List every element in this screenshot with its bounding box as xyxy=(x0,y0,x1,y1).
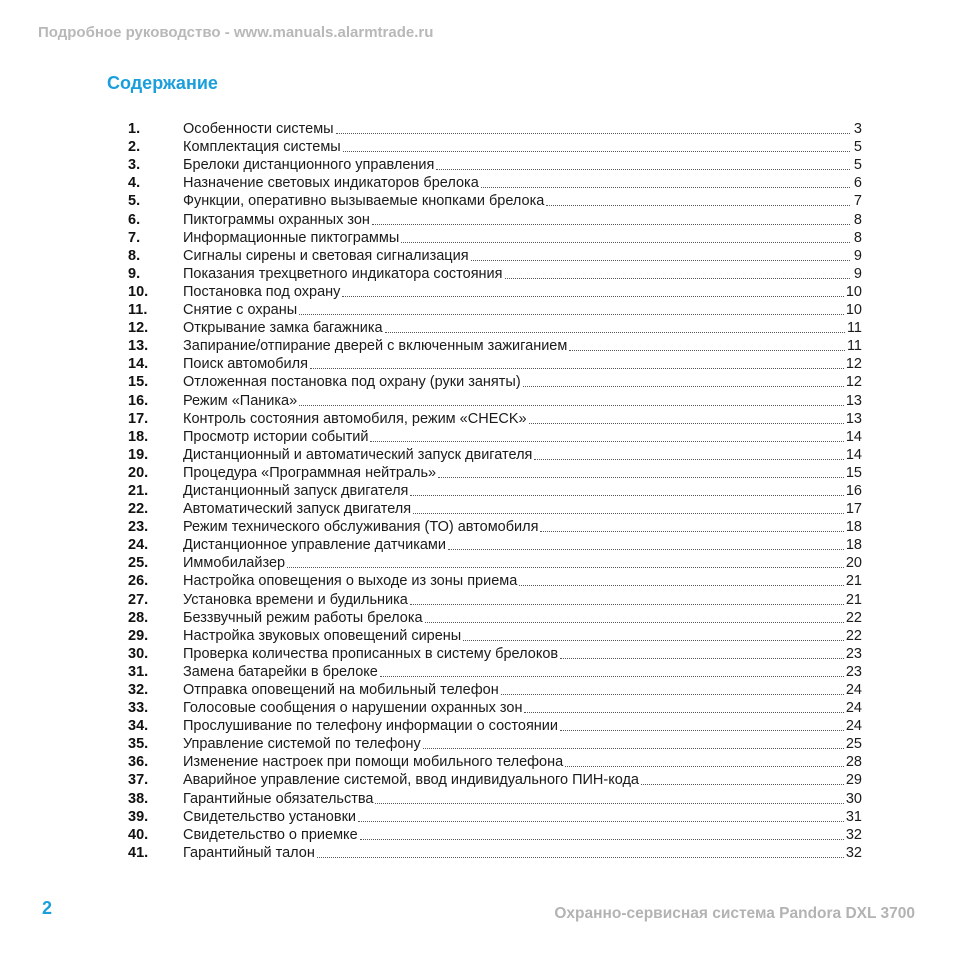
toc-dot-leader xyxy=(546,205,850,206)
toc-entry-page[interactable]: 32 xyxy=(845,826,862,843)
toc-entry[interactable] xyxy=(128,752,862,770)
toc-entry[interactable] xyxy=(128,716,862,734)
toc-entry-number: 13. xyxy=(128,338,149,355)
toc-entry-page[interactable]: 7 xyxy=(853,193,862,210)
toc-dot-leader xyxy=(436,169,850,170)
toc-entry-number: 3. xyxy=(128,157,141,174)
toc-entry-number: 19. xyxy=(128,446,149,463)
toc-entry-number: 37. xyxy=(128,772,149,789)
toc-dot-leader xyxy=(336,133,850,134)
toc-entry-title[interactable]: Дистанционный и автоматический запуск двигателя xyxy=(183,446,533,463)
toc-entry-page[interactable]: 32 xyxy=(845,844,862,861)
toc-dot-leader xyxy=(565,766,844,767)
page-number: 2 xyxy=(42,898,53,918)
toc-entry-title[interactable]: Сигналы сирены и световая сигнализация xyxy=(183,247,469,264)
toc-entry[interactable] xyxy=(128,282,862,300)
toc-entry-number: 29. xyxy=(128,627,149,644)
toc-entry-title[interactable]: Изменение настроек при помощи мобильного телефона xyxy=(183,754,564,771)
toc-entry-title[interactable]: Отложенная постановка под охрану (руки заняты) xyxy=(183,374,521,391)
toc-entry[interactable] xyxy=(128,481,862,499)
toc-entry[interactable] xyxy=(128,137,862,155)
toc-entry-page[interactable]: 13 xyxy=(845,392,862,409)
toc-entry-title[interactable]: Поиск автомобиля xyxy=(183,356,308,373)
toc-entry-page[interactable]: 16 xyxy=(845,482,862,499)
toc-dot-leader xyxy=(401,242,850,243)
toc-entry-title[interactable]: Проверка количества прописанных в систему брелоков xyxy=(183,645,559,662)
toc-entry-number: 30. xyxy=(128,645,149,662)
toc-entry-title[interactable]: Настройка оповещения о выходе из зоны приема xyxy=(183,573,518,590)
toc-entry[interactable] xyxy=(128,372,862,390)
toc-entry[interactable] xyxy=(128,336,862,354)
toc-entry-page[interactable]: 29 xyxy=(845,772,862,789)
toc-entry-number: 11. xyxy=(128,302,148,319)
toc-dot-leader xyxy=(641,784,844,785)
toc-entry-page[interactable]: 20 xyxy=(845,555,862,572)
toc-entry[interactable] xyxy=(128,264,862,282)
toc-dot-leader xyxy=(299,405,844,406)
toc-entry-page[interactable]: 31 xyxy=(845,808,862,825)
toc-entry-page[interactable]: 17 xyxy=(845,501,862,518)
toc-entry-page[interactable]: 11 xyxy=(846,338,862,355)
toc-entry[interactable] xyxy=(128,463,862,481)
toc-dot-leader xyxy=(317,857,844,858)
toc-entry-page[interactable]: 6 xyxy=(853,175,862,192)
toc-entry-number: 23. xyxy=(128,519,149,536)
toc-entry[interactable] xyxy=(128,318,862,336)
toc-entry-page[interactable]: 24 xyxy=(845,682,862,698)
toc-entry-number: 25. xyxy=(128,555,149,572)
toc-entry-title[interactable]: Брелоки дистанционного управления xyxy=(183,157,435,174)
toc-entry[interactable] xyxy=(128,662,862,680)
toc-entry-title[interactable]: Свидетельство установки xyxy=(183,808,357,825)
toc-entry-page[interactable]: 3 xyxy=(853,121,862,138)
toc-entry-title[interactable]: Иммобилайзер xyxy=(183,555,286,572)
toc-dot-leader xyxy=(370,441,843,442)
toc-entry-number: 21. xyxy=(128,482,149,499)
toc-dot-leader xyxy=(471,260,850,261)
toc-entry[interactable] xyxy=(128,390,862,408)
toc-entry[interactable] xyxy=(128,209,862,227)
toc-entry-number: 16. xyxy=(128,392,149,409)
toc-entry-title[interactable]: Аварийное управление системой, ввод индивидуального ПИН-кода xyxy=(183,772,639,789)
toc-entry-number: 18. xyxy=(128,428,149,445)
toc-dot-leader xyxy=(425,622,844,623)
toc-entry-page[interactable]: 8 xyxy=(853,211,862,228)
toc-entry[interactable] xyxy=(128,644,862,662)
toc-dot-leader xyxy=(534,459,843,460)
toc-entry-title[interactable]: Гарантийные обязательства xyxy=(183,790,374,807)
toc-dot-leader xyxy=(372,224,850,225)
toc-entry[interactable] xyxy=(128,191,862,209)
toc-entry-number: 39. xyxy=(128,808,149,825)
toc-entry-page[interactable]: 12 xyxy=(845,356,862,373)
toc-entry-title[interactable]: Контроль состояния автомобиля, режим «CHECK» xyxy=(183,410,527,427)
toc-entry-page[interactable]: 12 xyxy=(845,374,862,391)
toc-entry-page[interactable]: 18 xyxy=(845,537,862,554)
toc-entry[interactable] xyxy=(128,843,862,861)
toc-entry[interactable] xyxy=(128,300,862,318)
toc-entry[interactable] xyxy=(128,155,862,173)
page-title: Содержание xyxy=(107,73,218,93)
toc-entry-number: 20. xyxy=(128,464,149,481)
toc-entry-page[interactable]: 18 xyxy=(845,519,862,536)
toc-dot-leader xyxy=(342,296,843,297)
toc-dot-leader xyxy=(448,549,844,550)
toc-entry-title[interactable]: Прослушивание по телефону информации о состоянии xyxy=(183,718,559,735)
toc-entry[interactable] xyxy=(128,608,862,626)
toc-entry-number: 26. xyxy=(128,573,149,590)
toc-entry-title[interactable]: Снятие с охраны xyxy=(183,302,298,319)
toc-entry-title[interactable]: Управление системой по телефону xyxy=(183,736,421,753)
toc-entry-number: 38. xyxy=(128,790,149,807)
footer-product-title: Охранно-сервисная система Pandora DXL 3700 xyxy=(554,905,915,922)
toc-entry-title[interactable]: Показания трехцветного индикатора состояния xyxy=(183,265,503,282)
toc-entry-title[interactable]: Открывание замка багажника xyxy=(183,320,383,337)
toc-entry-number: 17. xyxy=(128,410,149,427)
toc-entry-page[interactable]: 5 xyxy=(853,139,862,156)
toc-dot-leader xyxy=(524,712,843,713)
toc-entry[interactable] xyxy=(128,553,862,571)
toc-entry-number: 24. xyxy=(128,537,149,554)
toc-dot-leader xyxy=(560,658,844,659)
toc-dot-leader xyxy=(380,676,844,677)
toc-entry-number: 5. xyxy=(128,193,141,210)
toc-entry-page[interactable]: 13 xyxy=(845,410,862,427)
toc-dot-leader xyxy=(375,803,843,804)
toc-entry[interactable] xyxy=(128,119,862,137)
toc-dot-leader xyxy=(523,386,844,387)
toc-entry[interactable] xyxy=(128,626,862,644)
toc-entry-title[interactable]: Информационные пиктограммы xyxy=(183,229,400,246)
toc-entry-page[interactable]: 9 xyxy=(853,265,862,282)
toc-entry-page[interactable]: 23 xyxy=(845,663,862,680)
toc-entry-number: 22. xyxy=(128,501,149,518)
toc-entry-number: 28. xyxy=(128,609,149,626)
toc-entry-title[interactable]: Отправка оповещений на мобильный телефон xyxy=(183,682,499,698)
toc-dot-leader xyxy=(413,513,844,514)
toc-entry-title[interactable]: Автоматический запуск двигателя xyxy=(183,501,412,518)
toc-entry[interactable] xyxy=(128,517,862,535)
toc-dot-leader xyxy=(501,694,844,695)
toc-entry-number: 6. xyxy=(128,211,141,228)
toc-entry-page[interactable]: 14 xyxy=(845,446,862,463)
toc-entry[interactable] xyxy=(128,589,862,607)
toc-entry-number: 2. xyxy=(128,139,141,156)
toc-entry-title[interactable]: Гарантийный талон xyxy=(183,844,315,861)
toc-entry-title[interactable]: Пиктограммы охранных зон xyxy=(183,211,370,228)
toc-entry[interactable] xyxy=(128,680,862,698)
toc-entry[interactable] xyxy=(128,354,862,372)
toc-entry-page[interactable]: 21 xyxy=(845,591,862,608)
toc-entry-title[interactable]: Голосовые сообщения о нарушении охранных зон xyxy=(183,700,523,717)
toc-entry-page[interactable]: 25 xyxy=(845,736,862,753)
toc-dot-leader xyxy=(299,314,844,315)
toc-entry-number: 8. xyxy=(128,247,141,264)
toc-entry[interactable] xyxy=(128,535,862,553)
toc-entry[interactable] xyxy=(128,427,862,445)
toc-dot-leader xyxy=(360,839,844,840)
toc-entry-number: 41. xyxy=(128,844,149,861)
toc-entry-page[interactable]: 28 xyxy=(845,754,862,771)
toc-entry-title[interactable]: Беззвучный режим работы брелока xyxy=(183,609,423,626)
toc-entry[interactable] xyxy=(128,807,862,825)
toc-entry-number: 36. xyxy=(128,754,149,771)
toc-entry-page[interactable]: 10 xyxy=(845,302,862,319)
toc-entry-number: 27. xyxy=(128,591,149,608)
toc-entry-page[interactable]: 21 xyxy=(845,573,862,590)
toc-entry-number: 4. xyxy=(128,175,141,192)
toc-dot-leader xyxy=(358,821,844,822)
toc-entry-page[interactable]: 22 xyxy=(845,609,862,626)
toc-entry-title[interactable]: Особенности системы xyxy=(183,121,334,138)
toc-entry-page[interactable]: 8 xyxy=(853,229,862,246)
toc-dot-leader xyxy=(410,604,844,605)
toc-entry-page[interactable]: 9 xyxy=(853,247,862,264)
toc-dot-leader xyxy=(540,531,843,532)
toc-entry-number: 33. xyxy=(128,700,149,717)
toc-entry-title[interactable]: Просмотр истории событий xyxy=(183,428,369,445)
toc-entry[interactable] xyxy=(128,734,862,752)
toc-entry-number: 32. xyxy=(128,682,149,698)
toc-entry-title[interactable]: Режим технического обслуживания (ТО) автомобиля xyxy=(183,519,539,536)
toc-entry-title[interactable]: Дистанционный запуск двигателя xyxy=(183,482,409,499)
toc-entry-title[interactable]: Запирание/отпирание дверей с включенным зажиганием xyxy=(183,338,568,355)
toc-entry-number: 15. xyxy=(128,374,149,391)
toc-dot-leader xyxy=(287,567,844,568)
toc-dot-leader xyxy=(519,585,844,586)
toc-entry-page[interactable]: 10 xyxy=(845,283,862,300)
toc-entry-number: 40. xyxy=(128,826,149,843)
header-url-note: Подробное руководство - www.manuals.alarmtrade.ru xyxy=(38,24,434,41)
toc-entry-title[interactable]: Настройка звуковых оповещений сирены xyxy=(183,627,462,644)
toc-entry[interactable] xyxy=(128,788,862,806)
toc-entry-page[interactable]: 22 xyxy=(845,627,862,644)
toc-entry-number: 35. xyxy=(128,736,149,753)
toc-entry[interactable] xyxy=(128,445,862,463)
toc-entry-number: 1. xyxy=(128,121,141,138)
toc-entry-title[interactable]: Замена батарейки в брелоке xyxy=(183,663,378,680)
toc-entry-page[interactable]: 24 xyxy=(845,700,862,717)
toc-entry-page[interactable]: 23 xyxy=(845,645,862,662)
toc-entry-number: 7. xyxy=(128,229,141,246)
toc-dot-leader xyxy=(560,730,844,731)
toc-dot-leader xyxy=(463,640,844,641)
toc-entry-number: 14. xyxy=(128,356,149,373)
toc-entry-number: 10. xyxy=(128,283,149,300)
toc-dot-leader xyxy=(481,187,850,188)
toc-entry-number: 12. xyxy=(128,320,149,337)
toc-entry[interactable] xyxy=(128,499,862,517)
toc-entry-number: 31. xyxy=(128,663,149,680)
toc-entry-title[interactable]: Назначение световых индикаторов брелока xyxy=(183,175,479,192)
toc-entry-number: 34. xyxy=(128,718,149,735)
toc-entry-title[interactable]: Процедура «Программная нейтраль» xyxy=(183,464,437,481)
toc-dot-leader xyxy=(438,477,844,478)
toc-entry-title[interactable]: Установка времени и будильника xyxy=(183,591,408,608)
toc-entry-page[interactable]: 24 xyxy=(845,718,862,735)
toc-entry[interactable] xyxy=(128,246,862,264)
toc-entry[interactable] xyxy=(128,409,862,427)
toc-entry-title[interactable]: Режим «Паника» xyxy=(183,392,298,409)
toc-entry[interactable] xyxy=(128,825,862,843)
toc-dot-leader xyxy=(423,748,844,749)
toc-dot-leader xyxy=(385,332,845,333)
toc-entry-page[interactable]: 30 xyxy=(845,790,862,807)
toc-entry-title[interactable]: Постановка под охрану xyxy=(183,283,341,300)
toc-entry-title[interactable]: Комплектация системы xyxy=(183,139,341,156)
toc-dot-leader xyxy=(505,278,850,279)
toc-entry[interactable] xyxy=(128,698,862,716)
toc-entry-title[interactable]: Свидетельство о приемке xyxy=(183,826,358,843)
toc-dot-leader xyxy=(529,423,844,424)
toc-entry[interactable] xyxy=(128,173,862,191)
toc-entry-page[interactable]: 11 xyxy=(846,320,862,337)
toc-entry-page[interactable]: 15 xyxy=(845,464,862,481)
toc-entry[interactable] xyxy=(128,770,862,788)
toc-entry-page[interactable]: 5 xyxy=(853,157,862,174)
toc-dot-leader xyxy=(343,151,850,152)
toc-entry-page[interactable]: 14 xyxy=(845,428,862,445)
toc-entry[interactable] xyxy=(128,571,862,589)
toc-entry-title[interactable]: Дистанционное управление датчиками xyxy=(183,537,446,554)
toc-entry-title[interactable]: Функции, оперативно вызываемые кнопками брелока xyxy=(183,193,545,210)
toc-dot-leader xyxy=(410,495,843,496)
toc-dot-leader xyxy=(310,368,844,369)
table-of-contents xyxy=(128,119,862,861)
toc-entry[interactable] xyxy=(128,228,862,246)
toc-entry-number: 9. xyxy=(128,265,141,282)
toc-dot-leader xyxy=(569,350,845,351)
